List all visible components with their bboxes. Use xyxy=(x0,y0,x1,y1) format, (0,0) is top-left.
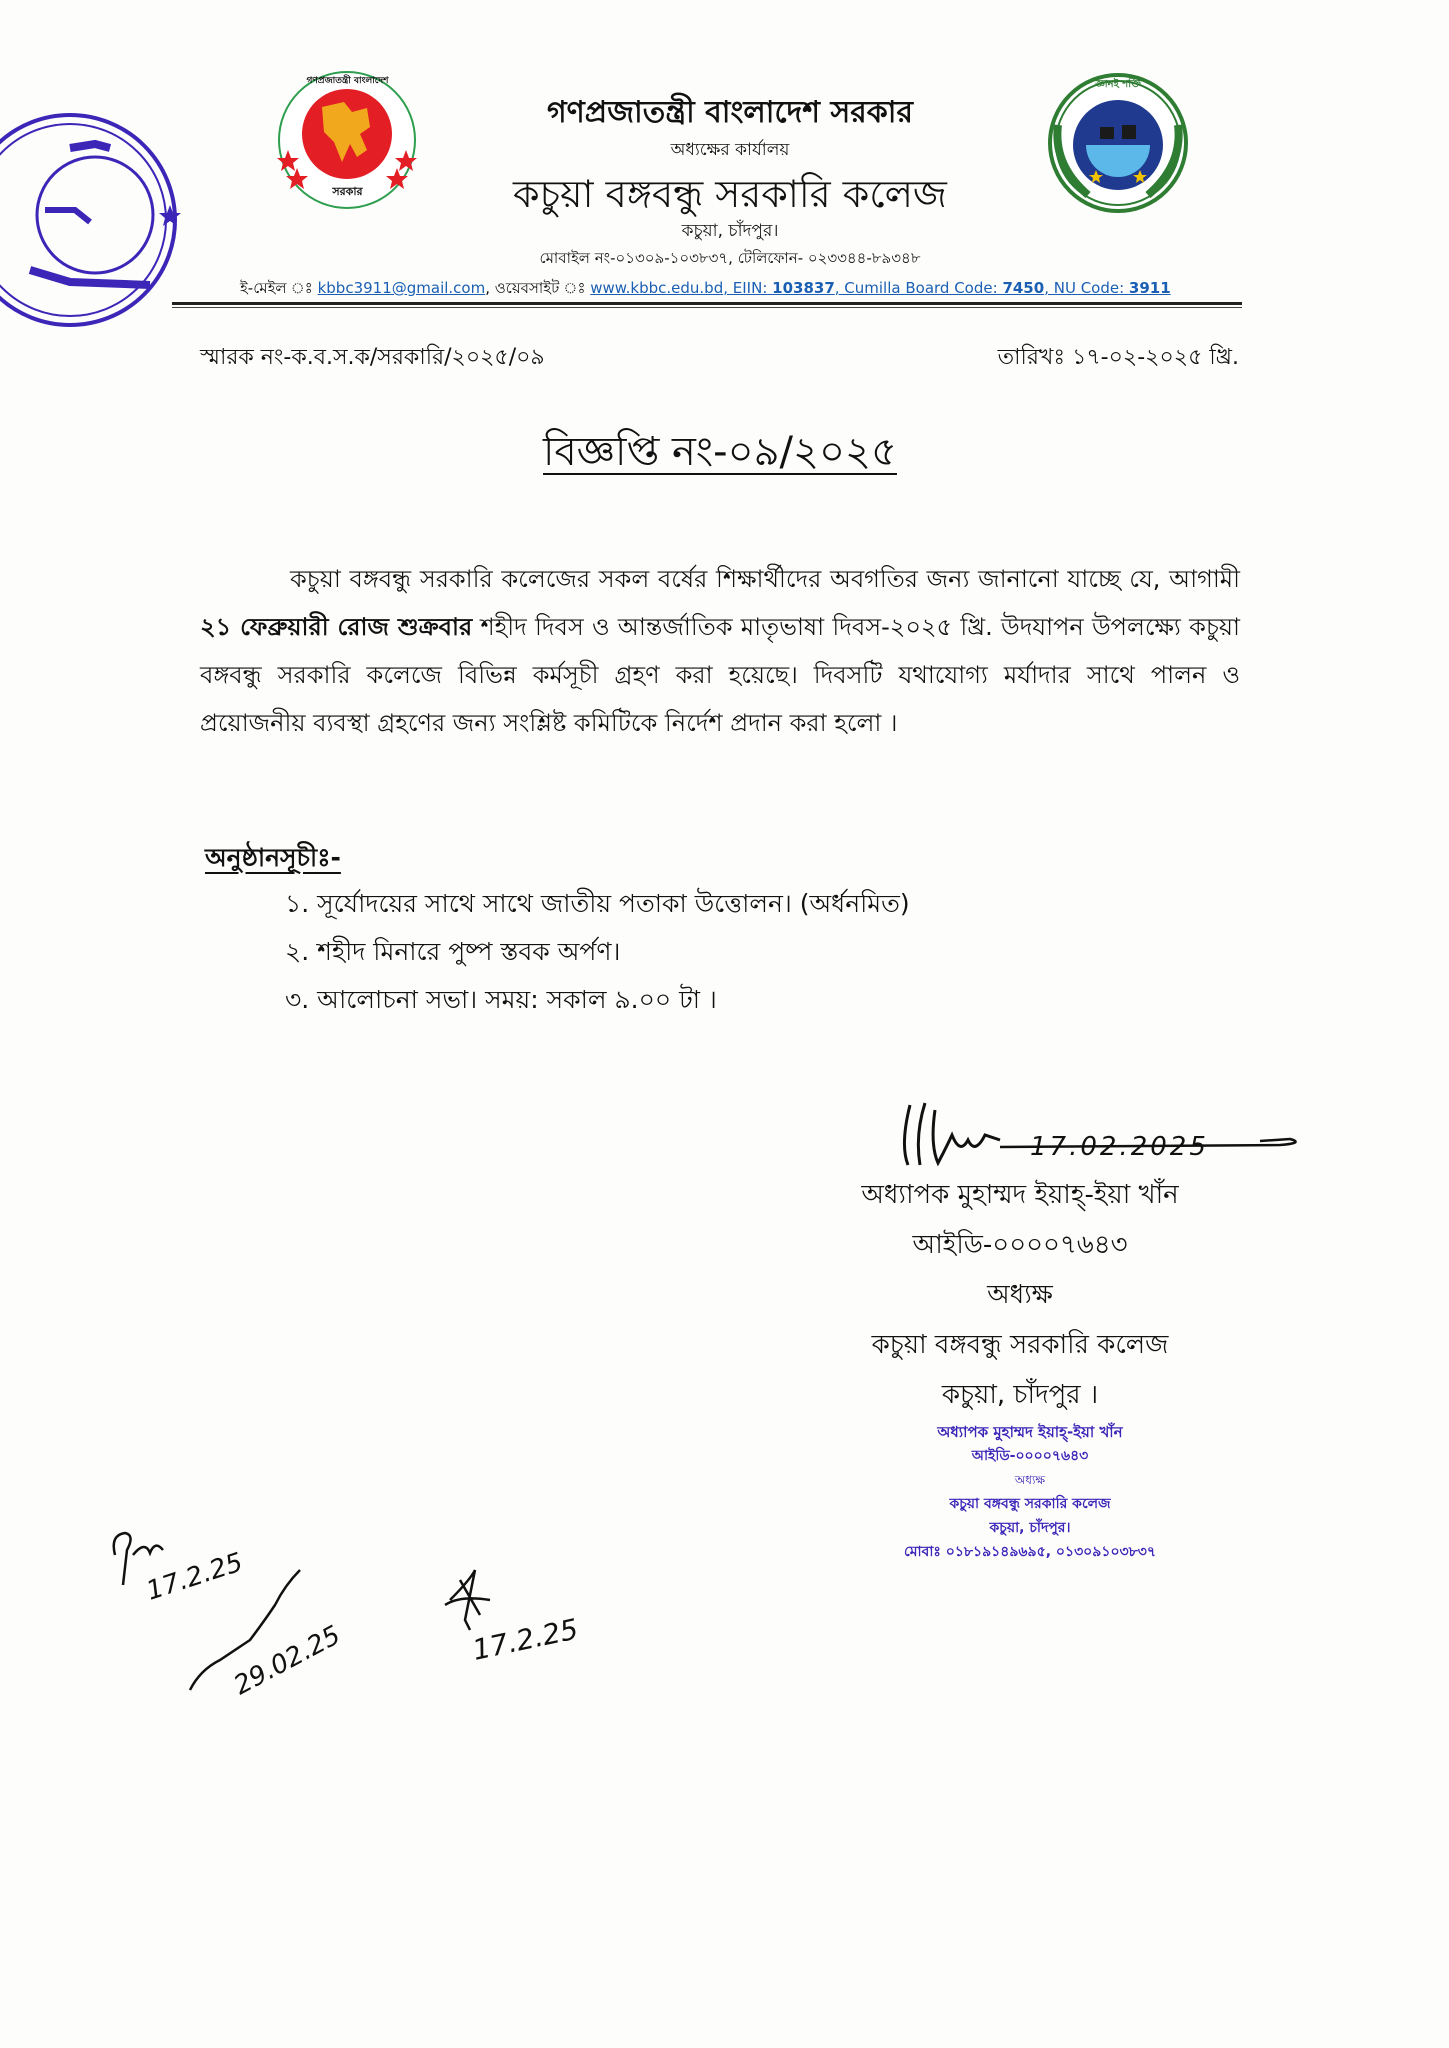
principal-seal-stamp xyxy=(830,1420,1230,1564)
program-list xyxy=(285,880,910,1024)
header-rule-thin xyxy=(172,307,1242,308)
office-title: অধ্যক্ষের কার্যালয় xyxy=(670,140,790,160)
government-title: গণপ্রজাতন্ত্রী বাংলাদেশ সরকার xyxy=(547,95,913,130)
seal-text-top: গণপ্রজাতন্ত্রী বাংলাদেশ xyxy=(306,76,389,86)
program-item: ২. শহীদ মিনারে পুষ্প স্তবক অর্পণ। xyxy=(285,937,621,966)
email-link[interactable]: kbbc3911@gmail.com xyxy=(317,279,486,297)
body-text-2: শহীদ দিবস ও আন্তর্জাতিক মাতৃভাষা দিবস-২০২৫ খ্রি. উদযাপন উপলক্ষ্যে কচুয়া বঙ্গবন্ধু সরকারি কলেজে বিভিন্ন কর্মসূচী গ্রহণ করা হয়েছে। দিবসটি যথাযোগ্য মর্যাদার সাথে পালন ও প্রয়োজনীয় ব্যবস্থা গ্রহণের জন্য সংশ্লিষ্ট কমিটিকে নির্দেশ প্রদান করা হলো । xyxy=(200,613,1240,737)
signatory-address: কচুয়া, চাঁদপুর । xyxy=(941,1380,1099,1410)
body-text-1: কচুয়া বঙ্গবন্ধু সরকারি কলেজের সকল বর্ষের শিক্ষার্থীদের অবগতির জন্য জানানো যাচ্ছে যে, আগামী xyxy=(290,565,1240,593)
handwritten-initial-2 xyxy=(180,1550,400,1700)
emblem-motto: জ্ঞানই শক্তি xyxy=(1095,79,1141,90)
notice-title-text: বিজ্ঞপ্তি নং-০৯/২০২৫ xyxy=(543,429,897,475)
signatory-block xyxy=(790,1170,1250,1420)
seal-text-bottom: সরকার xyxy=(332,185,363,198)
email-label: ই-মেইল ঃ xyxy=(240,279,313,297)
initial-3-date: 17.2.25 xyxy=(469,1612,581,1667)
body-text-bold: ২১ ফেব্রুয়ারী রোজ শুক্রবার xyxy=(200,613,473,641)
memo-reference: স্মারক নং-ক.ব.স.ক/সরকারি/২০২৫/০৯ xyxy=(200,345,545,370)
program-heading: অনুষ্ঠানসূচীঃ- xyxy=(205,843,341,872)
website-link[interactable] xyxy=(590,279,1170,297)
memo-date: তারিখঃ ১৭-০২-২০২৫ খ্রি. xyxy=(997,345,1239,370)
program-item: ৩. আলোচনা সভা। সময়: সকাল ৯.০০ টা । xyxy=(285,985,717,1014)
signatory-designation: অধ্যক্ষ xyxy=(987,1280,1053,1310)
stamp-college: কচুয়া বঙ্গবন্ধু সরকারি কলেজ xyxy=(949,1496,1111,1512)
initial-1-date: 17.2.25 xyxy=(142,1547,247,1607)
nu-label: , NU Code: xyxy=(1044,279,1129,297)
eiin-code: 103837 xyxy=(772,279,835,297)
stamp-id: আইডি-০০০০৭৬৪৩ xyxy=(971,1448,1089,1464)
phone-line: মোবাইল নং-০১৩০৯-১০৩৮৩৭, টেলিফোন- ০২৩৩৪৪-৮৯৩৪৮ xyxy=(539,249,921,267)
website-label: , ওয়েবসাইট ঃ xyxy=(485,279,586,297)
header-rule xyxy=(172,302,1242,305)
nu-code: 3911 xyxy=(1128,279,1171,297)
eiin-label: , EIIN: xyxy=(723,279,773,297)
received-stamp xyxy=(0,110,200,330)
initial-2-date: 29.02.25 xyxy=(229,1620,346,1702)
contact-line xyxy=(240,277,1240,302)
stamp-designation: অধ্যক্ষ xyxy=(1014,1473,1046,1487)
stamp-mobile: মোবাঃ ০১৮১৯১৪৯৬৯৫, ০১৩০৯১০৩৮৩৭ xyxy=(904,1544,1156,1560)
notice-title xyxy=(420,420,1020,487)
stamp-address: কচুয়া, চাঁদপুর। xyxy=(989,1520,1071,1536)
board-code: 7450 xyxy=(1002,279,1045,297)
signatory-id: আইডি-০০০০৭৬৪৩ xyxy=(912,1230,1128,1260)
college-address: কচুয়া, চাঁদপুর। xyxy=(681,221,779,241)
website-url: www.kbbc.edu.bd xyxy=(590,279,724,297)
college-name: কচুয়া বঙ্গবন্ধু সরকারি কলেজ xyxy=(513,172,947,216)
handwritten-initial-3 xyxy=(430,1560,630,1670)
signature-date: 17.02.2025 xyxy=(1030,1132,1209,1162)
notice-body xyxy=(200,555,1240,747)
stamp-name: অধ্যাপক মুহাম্মদ ইয়াহ্-ইয়া খাঁন xyxy=(937,1423,1123,1441)
signatory-name: অধ্যাপক মুহাম্মদ ইয়াহ্-ইয়া খাঁন xyxy=(861,1180,1179,1210)
board-label: , Cumilla Board Code: xyxy=(834,279,1003,297)
signatory-college: কচুয়া বঙ্গবন্ধু সরকারি কলেজ xyxy=(871,1330,1169,1360)
program-item: ১. সূর্যোদয়ের সাথে সাথে জাতীয় পতাকা উত্তোলন। (অর্ধনমিত) xyxy=(285,889,910,918)
